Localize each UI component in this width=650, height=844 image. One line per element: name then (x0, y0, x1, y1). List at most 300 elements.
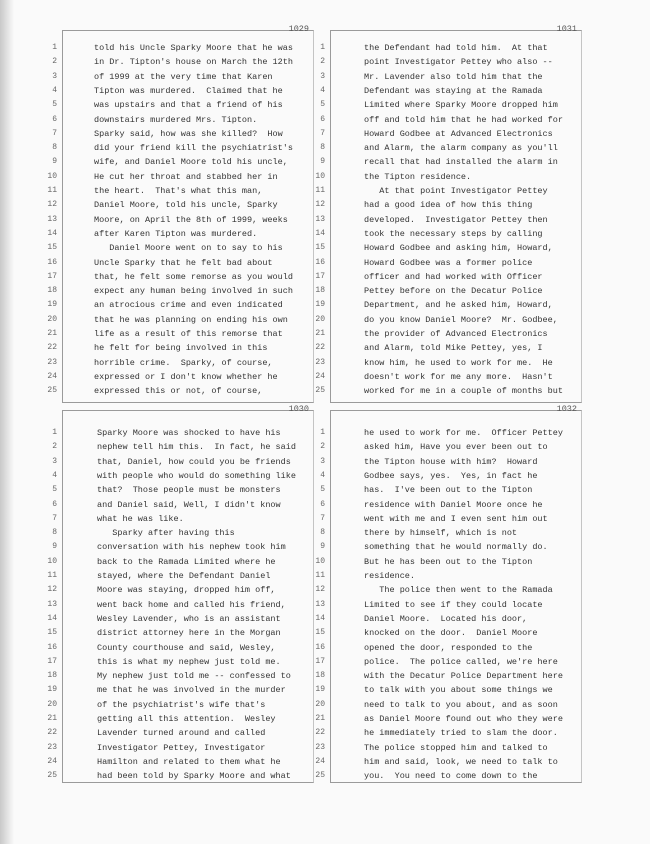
transcript-line (320, 485, 583, 499)
line-text: in Dr. Tipton's house on March the 12th (94, 57, 293, 68)
transcript-line (47, 228, 315, 243)
line-text: him and said, look, we need to talk to (364, 756, 558, 767)
line-text: point Investigator Pettey who also -- (364, 57, 553, 68)
transcript-line (47, 243, 315, 257)
transcript-line (315, 357, 583, 372)
line-number: 1 (52, 43, 57, 52)
line-text: district attorney here in the Morgan (97, 628, 281, 639)
line-text: Limited to see if they could locate (364, 599, 543, 610)
transcript-line (47, 571, 315, 585)
transcript-line (52, 470, 315, 485)
line-number: 14 (47, 228, 57, 238)
line-text: back to the Ramada Limited where he (97, 556, 276, 567)
line-number: 16 (47, 257, 57, 267)
line-number: 14 (315, 228, 325, 238)
transcript-line (320, 428, 583, 442)
transcript-line (315, 671, 583, 685)
transcript-line (315, 243, 583, 257)
line-text: Investigator Pettey, Investigator (97, 742, 266, 753)
line-number: 22 (315, 728, 325, 738)
line-number: 23 (315, 742, 325, 752)
line-text: you. You need to come down to the (364, 771, 538, 782)
line-number: 13 (315, 214, 325, 224)
line-number: 25 (315, 771, 325, 781)
line-number: 10 (47, 171, 57, 181)
line-number: 20 (47, 314, 57, 324)
transcript-line (315, 186, 583, 200)
line-number: 19 (315, 685, 325, 695)
transcript-line (47, 371, 315, 386)
transcript-line (47, 685, 315, 699)
line-text: the provider of Advanced Electronics (364, 329, 548, 339)
line-number: 20 (315, 314, 325, 324)
line-text: with people who would do something like (97, 470, 296, 481)
line-number: 8 (320, 528, 325, 538)
line-number: 13 (315, 599, 325, 609)
line-number: 12 (47, 585, 57, 595)
transcript-line (52, 513, 315, 528)
transcript-line (47, 628, 315, 642)
transcript-line (315, 585, 583, 599)
transcript-line (47, 343, 315, 357)
line-number: 11 (315, 186, 325, 195)
line-number: 2 (52, 442, 57, 452)
transcript-line (315, 343, 583, 357)
line-number: 22 (315, 343, 325, 353)
line-text: Pettey before on the Decatur Police (364, 286, 543, 297)
line-number: 11 (315, 571, 325, 580)
transcript-line (315, 286, 583, 300)
line-number: 19 (315, 300, 325, 310)
transcript-line (320, 513, 583, 528)
line-number: 1 (52, 428, 57, 437)
line-number: 4 (320, 85, 325, 95)
line-number: 5 (52, 485, 57, 495)
line-number: 1 (320, 43, 325, 52)
transcript-line (47, 656, 315, 671)
transcript-line (315, 628, 583, 642)
line-text: as Daniel Moore found out who they were (364, 714, 563, 724)
line-number: 20 (315, 699, 325, 709)
line-text: something that he would normally do. (364, 542, 548, 553)
transcript-line (320, 128, 583, 143)
line-number: 4 (52, 85, 57, 95)
transcript-line (315, 642, 583, 657)
line-text: Limited where Sparky Moore dropped him (364, 100, 558, 111)
line-number: 3 (52, 456, 57, 466)
transcript-line (47, 642, 315, 657)
line-text: opened the door, responded to the (364, 642, 533, 653)
line-number: 10 (315, 556, 325, 566)
line-text: the Tipton house with him? Howard (364, 456, 538, 467)
transcript-line (52, 85, 315, 100)
line-text: after Karen Tipton was murdered. (94, 228, 258, 239)
line-text: Mr. Lavender also told him that the (364, 71, 543, 82)
line-number: 18 (315, 671, 325, 681)
line-number: 18 (47, 671, 57, 681)
line-number: 16 (315, 257, 325, 267)
line-text: he immediately tried to slam the door. (364, 728, 558, 739)
transcript-line (315, 257, 583, 272)
transcript-line (315, 685, 583, 699)
line-number: 16 (315, 642, 325, 652)
line-number: 23 (315, 357, 325, 367)
line-number: 21 (47, 714, 57, 723)
transcript-line (52, 442, 315, 456)
line-text: asked him, Have you ever been out to (364, 442, 548, 453)
line-number: 16 (47, 642, 57, 652)
line-text: Godbee says, yes. Yes, in fact he (364, 470, 538, 481)
line-text: Sparky after having this (97, 528, 235, 539)
transcript-line (315, 228, 583, 243)
transcript-line (47, 556, 315, 571)
line-number: 24 (47, 371, 57, 381)
line-text: police. The police called, we're here (364, 656, 558, 667)
line-text: expressed this or not, of course, (94, 386, 263, 397)
transcript-line (315, 329, 583, 343)
line-text: Sparky said, how was she killed? How (94, 128, 283, 139)
line-text: was upstairs and that a friend of his (94, 100, 283, 111)
line-number: 23 (47, 742, 57, 752)
line-number: 15 (315, 628, 325, 638)
line-text: Moore was staying, dropped him off, (97, 585, 276, 596)
panel-page-1030 (47, 404, 314, 783)
line-text: getting all this attention. Wesley (97, 714, 276, 724)
line-text: of the psychiatrist's wife that's (97, 699, 266, 710)
line-text: went back home and called his friend, (97, 599, 286, 610)
line-text: off and told him that he had worked for (364, 114, 563, 125)
line-text: Howard Godbee at Advanced Electronics (364, 128, 553, 139)
transcript-line (320, 157, 583, 171)
transcript-line (52, 542, 315, 556)
line-number: 9 (320, 542, 325, 552)
transcript-line (315, 171, 583, 186)
line-number: 21 (47, 329, 57, 338)
line-number: 12 (315, 585, 325, 595)
page-number: 1030 (288, 404, 309, 414)
line-text: and Alarm, told Mike Pettey, yes, I (364, 343, 543, 354)
transcript-line (52, 57, 315, 71)
line-text: recall that had installed the alarm in (364, 157, 558, 168)
line-number: 7 (320, 128, 325, 138)
transcript-line (47, 171, 315, 186)
line-text: stayed, where the Defendant Daniel (97, 571, 271, 581)
line-number: 24 (47, 756, 57, 766)
line-text: that, Daniel, how could you be friends (97, 456, 291, 467)
transcript-line (47, 200, 315, 214)
transcript-line (47, 214, 315, 229)
transcript-line (315, 314, 583, 329)
transcript-line (315, 728, 583, 742)
line-number: 13 (47, 214, 57, 224)
transcript-line (47, 671, 315, 685)
line-number: 22 (47, 728, 57, 738)
line-number: 10 (47, 556, 57, 566)
line-text: Sparky Moore was shocked to have his (97, 428, 281, 438)
transcript-line (52, 485, 315, 499)
line-number: 3 (52, 71, 57, 81)
line-text: had been told by Sparky Moore and what (97, 771, 291, 782)
line-text: Lavender turned around and called (97, 728, 266, 739)
transcript-line (320, 143, 583, 157)
line-text: he felt for being involved in this (94, 343, 268, 354)
transcript-line (52, 43, 315, 57)
line-text: expect any human being involved in such (94, 286, 293, 297)
line-number: 18 (47, 286, 57, 296)
line-number: 15 (47, 243, 57, 253)
line-text: worked for me in a couple of months but (364, 386, 563, 397)
transcript-line (320, 442, 583, 456)
line-text: expressed or I don't know whether he (94, 371, 278, 382)
line-text: went with me and I even sent him out (364, 513, 548, 524)
line-text: officer and had worked with Officer (364, 271, 543, 282)
line-number: 24 (315, 756, 325, 766)
line-text: residence with Daniel Moore once he (364, 499, 543, 510)
line-number: 25 (315, 386, 325, 396)
transcript-line (52, 528, 315, 542)
line-number: 5 (320, 100, 325, 110)
line-text: told his Uncle Sparky Moore that he was (94, 43, 293, 53)
transcript-line (47, 599, 315, 614)
line-number: 8 (52, 528, 57, 538)
line-number: 6 (52, 114, 57, 124)
transcript-line (47, 186, 315, 200)
line-number: 17 (315, 271, 325, 281)
line-number: 12 (47, 200, 57, 210)
line-number: 22 (47, 343, 57, 353)
line-text: that he was planning on ending his own (94, 314, 288, 325)
line-number: 7 (52, 128, 57, 138)
transcript-line (315, 556, 583, 571)
line-text: nephew tell him this. In fact, he said (97, 442, 296, 453)
line-number: 7 (320, 513, 325, 523)
transcript-line (320, 499, 583, 514)
transcript-line (315, 656, 583, 671)
transcript-line (320, 57, 583, 71)
transcript-line (315, 300, 583, 314)
line-number: 15 (315, 243, 325, 253)
transcript-line (47, 386, 315, 400)
line-text: he used to work for me. Officer Pettey (364, 428, 563, 438)
transcript-line (315, 571, 583, 585)
line-text: Wesley Lavender, who is an assistant (97, 613, 281, 624)
line-text: do you know Daniel Moore? Mr. Godbee, (364, 314, 558, 325)
line-text: took the necessary steps by calling (364, 228, 543, 239)
page-number: 1031 (556, 24, 577, 34)
page-number: 1032 (556, 404, 577, 414)
transcript-line (47, 314, 315, 329)
transcript-line (320, 100, 583, 114)
line-text: the heart. That's what this man, (94, 186, 263, 196)
line-text: with the Decatur Police Department here (364, 671, 563, 682)
transcript-line (47, 271, 315, 286)
line-text: knocked on the door. Daniel Moore (364, 628, 538, 639)
line-text: At that point Investigator Pettey (364, 186, 548, 196)
line-text: an atrocious crime and even indicated (94, 300, 283, 311)
line-number: 6 (320, 114, 325, 124)
line-text: The police stopped him and talked to (364, 742, 548, 753)
line-text: did your friend kill the psychiatrist's (94, 143, 293, 154)
line-number: 17 (315, 656, 325, 666)
line-number: 11 (47, 186, 57, 195)
line-number: 3 (320, 456, 325, 466)
line-text: Moore, on April the 8th of 1999, weeks (94, 214, 288, 225)
line-number: 17 (47, 271, 57, 281)
transcript-line (320, 528, 583, 542)
line-text: Daniel Moore, told his uncle, Sparky (94, 200, 278, 211)
transcript-line (315, 371, 583, 386)
line-text: this is what my nephew just told me. (97, 656, 281, 667)
line-number: 11 (47, 571, 57, 580)
line-text: Daniel Moore went on to say to his (94, 243, 283, 254)
line-text: Howard Godbee was a former police (364, 257, 533, 268)
line-text: need to talk to you about, and as soon (364, 699, 558, 710)
line-number: 15 (47, 628, 57, 638)
line-text: conversation with his nephew took him (97, 542, 286, 553)
line-number: 9 (320, 157, 325, 167)
transcript-line (320, 43, 583, 57)
line-text: life as a result of this remorse that (94, 329, 283, 339)
transcript-line (315, 756, 583, 771)
transcript-line (320, 542, 583, 556)
line-number: 6 (320, 499, 325, 509)
transcript-line (47, 613, 315, 628)
line-number: 14 (47, 613, 57, 623)
line-text: there by himself, which is not (364, 528, 518, 539)
transcript-line (320, 456, 583, 471)
line-number: 19 (47, 685, 57, 695)
line-number: 1 (320, 428, 325, 437)
line-number: 12 (315, 200, 325, 210)
line-number: 2 (52, 57, 57, 67)
transcript-line (315, 200, 583, 214)
line-number: 2 (320, 442, 325, 452)
transcript-line (315, 699, 583, 714)
transcript-line (47, 771, 315, 785)
line-text: what he was like. (97, 513, 184, 524)
transcript-line (52, 128, 315, 143)
line-number: 4 (320, 470, 325, 480)
line-text: developed. Investigator Pettey then (364, 214, 548, 225)
transcript-line (52, 114, 315, 129)
line-text: and Daniel said, Well, I didn't know (97, 499, 281, 510)
transcript-line (47, 742, 315, 757)
transcript-line (47, 699, 315, 714)
transcript-line (52, 499, 315, 514)
line-number: 6 (52, 499, 57, 509)
transcript-line (52, 157, 315, 171)
transcript-line (320, 71, 583, 86)
transcript-line (315, 271, 583, 286)
line-text: The police then went to the Ramada (364, 585, 553, 596)
line-number: 8 (320, 143, 325, 153)
line-number: 23 (47, 357, 57, 367)
transcript-line (47, 257, 315, 272)
line-number: 9 (52, 542, 57, 552)
transcript-line (47, 714, 315, 728)
line-number: 2 (320, 57, 325, 67)
transcript-line (47, 300, 315, 314)
line-text: Defendant was staying at the Ramada (364, 85, 543, 96)
scan-shadow (0, 0, 14, 844)
line-number: 24 (315, 371, 325, 381)
line-number: 9 (52, 157, 57, 167)
line-text: the Tipton residence. (364, 171, 472, 182)
line-text: Daniel Moore. Located his door, (364, 613, 528, 624)
transcript-line (52, 71, 315, 86)
line-text: has. I've been out to the Tipton (364, 485, 533, 496)
transcript-line (47, 585, 315, 599)
line-text: the Defendant had told him. At that (364, 43, 548, 53)
line-text: downstairs murdered Mrs. Tipton. (94, 114, 258, 125)
line-text: Tipton was murdered. Claimed that he (94, 85, 283, 96)
line-number: 3 (320, 71, 325, 81)
line-number: 5 (52, 100, 57, 110)
line-text: and Alarm, the alarm company as you'll (364, 143, 558, 154)
panel-page-1031 (315, 24, 582, 403)
line-text: had a good idea of how this thing (364, 200, 533, 211)
line-number: 10 (315, 171, 325, 181)
transcript-line (52, 143, 315, 157)
line-number: 19 (47, 300, 57, 310)
line-text: But he has been out to the Tipton (364, 556, 533, 567)
line-text: County courthouse and said, Wesley, (97, 642, 276, 653)
transcript-line (320, 114, 583, 129)
transcript-line (315, 771, 583, 785)
transcript-line (47, 357, 315, 372)
line-number: 21 (315, 714, 325, 723)
transcript-line (315, 214, 583, 229)
transcript-line (315, 599, 583, 614)
transcript-line (315, 714, 583, 728)
line-number: 4 (52, 470, 57, 480)
line-text: to talk with you about some things we (364, 685, 553, 696)
transcript-line (320, 85, 583, 100)
line-number: 17 (47, 656, 57, 666)
line-text: doesn't work for me any more. Hasn't (364, 371, 553, 382)
line-text: residence. (364, 571, 416, 581)
line-text: Uncle Sparky that he felt bad about (94, 257, 273, 268)
transcript-line (52, 100, 315, 114)
line-text: My nephew just told me -- confessed to (97, 671, 291, 682)
line-number: 21 (315, 329, 325, 338)
line-text: Department, and he asked him, Howard, (364, 300, 553, 311)
transcript-line (315, 386, 583, 400)
line-number: 18 (315, 286, 325, 296)
panel-page-1029 (47, 24, 314, 403)
line-text: wife, and Daniel Moore told his uncle, (94, 157, 288, 168)
line-number: 20 (47, 699, 57, 709)
line-number: 25 (47, 386, 57, 396)
transcript-line (47, 329, 315, 343)
transcript-line (47, 728, 315, 742)
transcript-line (315, 613, 583, 628)
line-number: 8 (52, 143, 57, 153)
page-number: 1029 (288, 24, 309, 34)
transcript-line (47, 756, 315, 771)
transcript-line (320, 470, 583, 485)
line-text: Howard Godbee and asking him, Howard, (364, 243, 553, 254)
line-text: me that he was involved in the murder (97, 685, 286, 696)
line-text: that, he felt some remorse as you would (94, 271, 293, 282)
line-number: 5 (320, 485, 325, 495)
line-text: He cut her throat and stabbed her in (94, 171, 278, 182)
line-number: 7 (52, 513, 57, 523)
line-text: that? Those people must be monsters (97, 485, 281, 496)
line-text: know him, he used to work for me. He (364, 357, 553, 368)
panel-page-1032 (315, 404, 582, 783)
line-number: 13 (47, 599, 57, 609)
